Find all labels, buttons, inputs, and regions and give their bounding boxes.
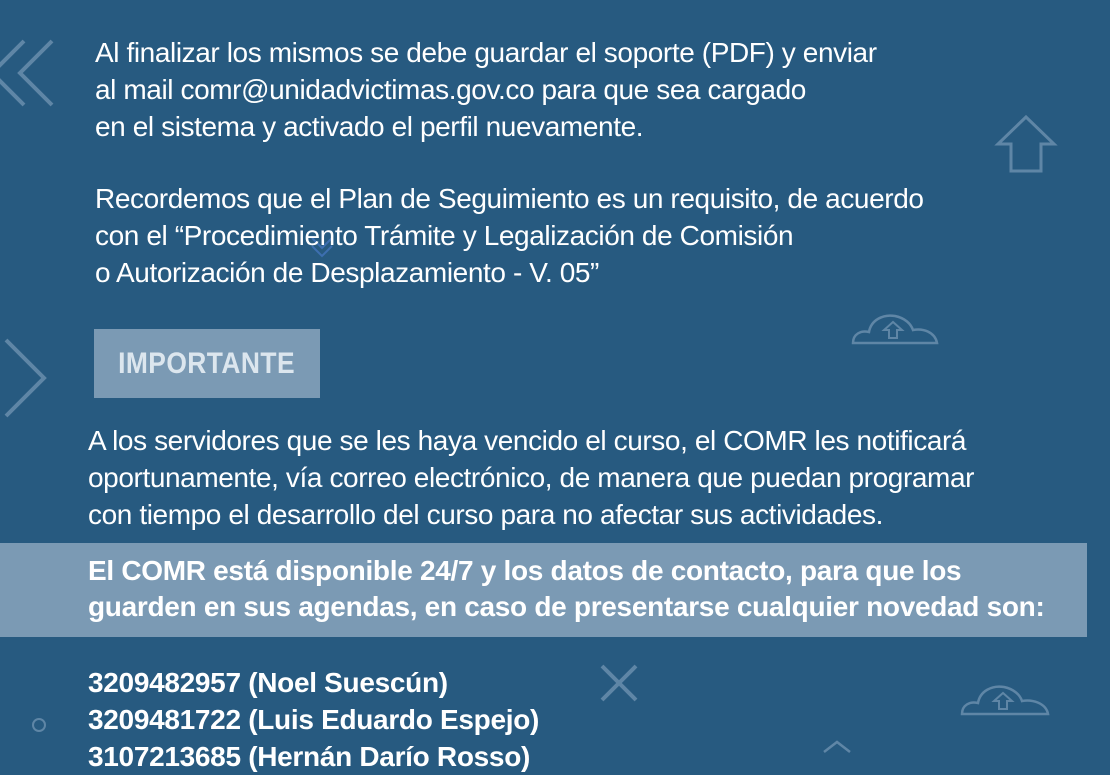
contact-item: 3209482957 (Noel Suescún) bbox=[88, 667, 448, 698]
cloud-upload-icon bbox=[958, 680, 1052, 718]
contact-list bbox=[88, 664, 539, 775]
important-heading-box bbox=[94, 329, 320, 398]
important-heading: IMPORTANTE bbox=[118, 346, 296, 380]
diamond-outline-icon bbox=[0, 336, 50, 420]
reminder-line: con el “Procedimiento Trámite y Legalización de Comisión bbox=[95, 220, 794, 251]
reminder-line: o Autorización de Desplazamiento - V. 05” bbox=[95, 257, 599, 288]
reminder-paragraph bbox=[95, 180, 924, 291]
contact-item: 3107213685 (Hernán Darío Rosso) bbox=[88, 741, 531, 772]
intro-line: al mail comr@unidadvictimas.gov.co para que sea cargado bbox=[95, 74, 806, 105]
notice-line: A los servidores que se les haya vencido el curso, el COMR les notificará bbox=[88, 425, 967, 456]
reminder-line: Recordemos que el Plan de Seguimiento es un requisito, de acuerdo bbox=[95, 183, 924, 214]
house-outline-icon bbox=[994, 114, 1058, 174]
notice-paragraph bbox=[88, 422, 974, 533]
notice-line: con tiempo el desarrollo del curso para no afectar sus actividades. bbox=[88, 499, 883, 530]
availability-band bbox=[0, 543, 1087, 637]
small-circle-icon bbox=[30, 716, 48, 734]
close-x-icon bbox=[598, 662, 640, 704]
availability-text bbox=[88, 553, 1045, 625]
intro-line: en el sistema y activado el perfil nuevamente. bbox=[95, 111, 644, 142]
contact-item: 3209481722 (Luis Eduardo Espejo) bbox=[88, 704, 540, 735]
availability-line: El COMR está disponible 24/7 y los datos de contacto, para que los bbox=[88, 555, 962, 586]
intro-paragraph bbox=[95, 34, 877, 145]
house-outline-icon bbox=[820, 740, 854, 754]
cloud-upload-icon bbox=[849, 310, 941, 346]
notice-line: oportunamente, vía correo electrónico, de manera que puedan programar bbox=[88, 462, 975, 493]
intro-line: Al finalizar los mismos se debe guardar el soporte (PDF) y enviar bbox=[95, 37, 877, 68]
availability-line: guarden en sus agendas, en caso de presentarse cualquier novedad son: bbox=[88, 591, 1045, 622]
double-chevron-left-icon bbox=[0, 38, 58, 108]
